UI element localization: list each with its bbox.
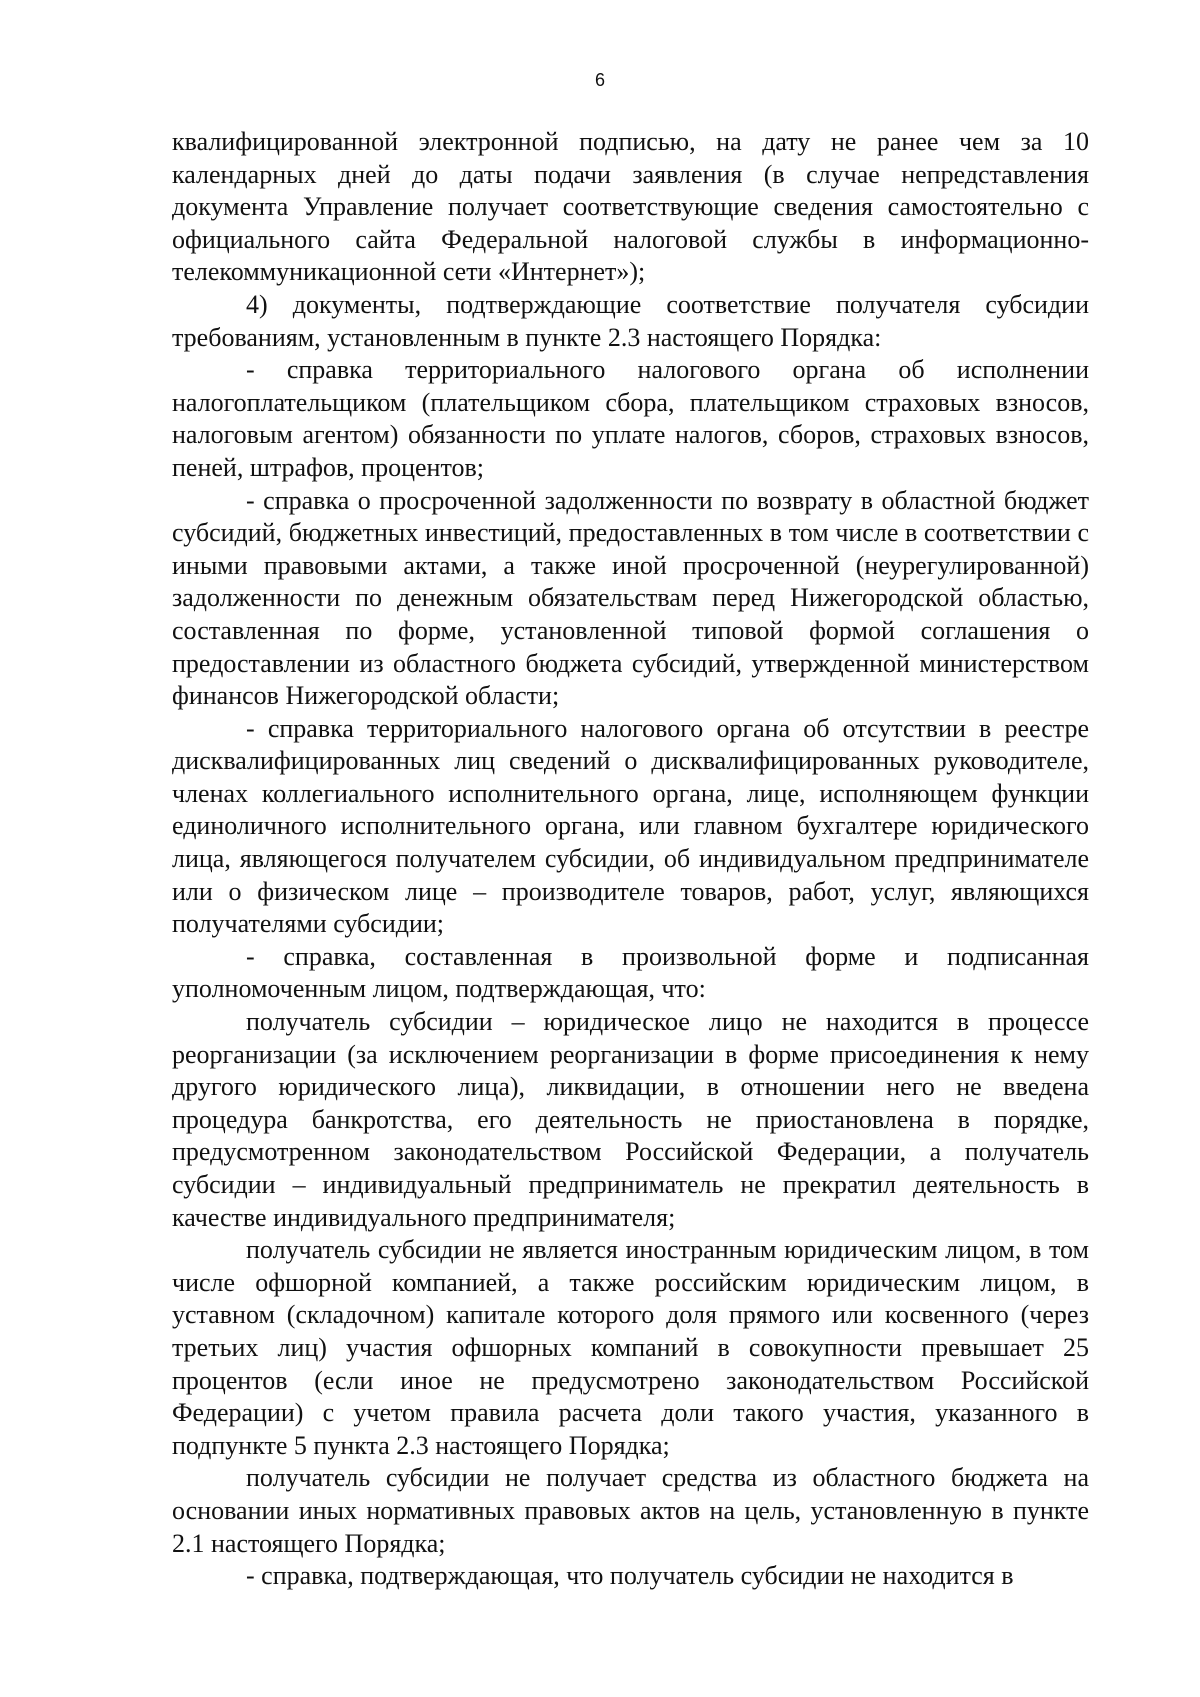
paragraph-certificate-continued: - справка, подтверждающая, что получатель субсидии не находится в [246, 1561, 1014, 1591]
paragraph-other-funding: получатель субсидии не получает средства из областного бюджета на основании иных нормативных правовых актов на цель, установленную в пункте 2.1 настоящего Порядка; [172, 1463, 1089, 1558]
paragraph-reorganization: получатель субсидии – юридическое лицо не находится в процессе реорганизации (за исключением реорганизации в форме присоединения к нему другого юридического лица), ликвидации, в отношении него не введена процедура банкротства, его деятельность не приостановлена в порядке, предусмотренном законодательством Российской Федерации, а получатель субсидии – индивидуальный предприниматель не прекратил деятельность в качестве индивидуального предпринимателя; [172, 1007, 1089, 1232]
paragraph-free-form-certificate: - справка, составленная в произвольной форме и подписанная уполномоченным лицом, подтверждающая, что: [172, 941, 1089, 1004]
paragraph-tax-certificate: - справка территориального налогового органа об исполнении налогоплательщиком (плательщиком сбора, плательщиком страховых взносов, налоговым агентом) обязанности по уплате налогов, сборов, страховых взносов, пеней, штрафов, процентов; [172, 355, 1089, 482]
paragraph-foreign-entity: получатель субсидии не является иностранным юридическим лицом, в том числе офшорной компанией, а также российским юридическим лицом, в уставном (складочном) капитале которого доля прямого или косвенного (через третьих лиц) участия офшорных компаний в совокупности превышает 25 процентов (если иное не предусмотрено законодательством Российской Федерации) с учетом правила расчета доли такого участия, указанного в подпункте 5 пункта 2.3 настоящего Порядка; [172, 1235, 1089, 1460]
page-number: 6 [594, 70, 605, 90]
paragraph-overdue-debt-certificate: - справка о просроченной задолженности по возврату в областной бюджет субсидий, бюджетных инвестиций, предоставленных в том числе в соответствии с иными правовыми актами, а также иной просроченной (неурегулированной) задолженности по денежным обязательствам перед Нижегородской областью, составленная по форме, установленной типовой формой соглашения о предоставлении из областного бюджета субсидий, утвержденной министерством финансов Нижегородской области; [172, 485, 1089, 711]
paragraph-continuation: квалифицированной электронной подписью, на дату не ранее чем за 10 календарных дней до даты подачи заявления (в случае непредставления документа Управление получает соответствующие сведения самостоятельно с официального сайта Федеральной налоговой службы в информационно-телекоммуникационной сети «Интернет»); [172, 127, 1089, 287]
paragraph-disqualified-persons-certificate: - справка территориального налогового органа об отсутствии в реестре дисквалифицированных лиц сведений о дисквалифицированных руководителе, членах коллегиального исполнительного органа, лице, исполняющем функции единоличного исполнительного органа, или главном бухгалтере юридического лица, являющегося получателем субсидии, об индивидуальном предпринимателе или о физическом лице – производителе товаров, работ, услуг, являющихся получателями субсидии; [172, 713, 1089, 939]
document-body [172, 126, 1089, 1593]
paragraph-item-4: 4) документы, подтверждающие соответствие получателя субсидии требованиям, установленным в пункте 2.3 настоящего Порядка: [172, 289, 1089, 352]
